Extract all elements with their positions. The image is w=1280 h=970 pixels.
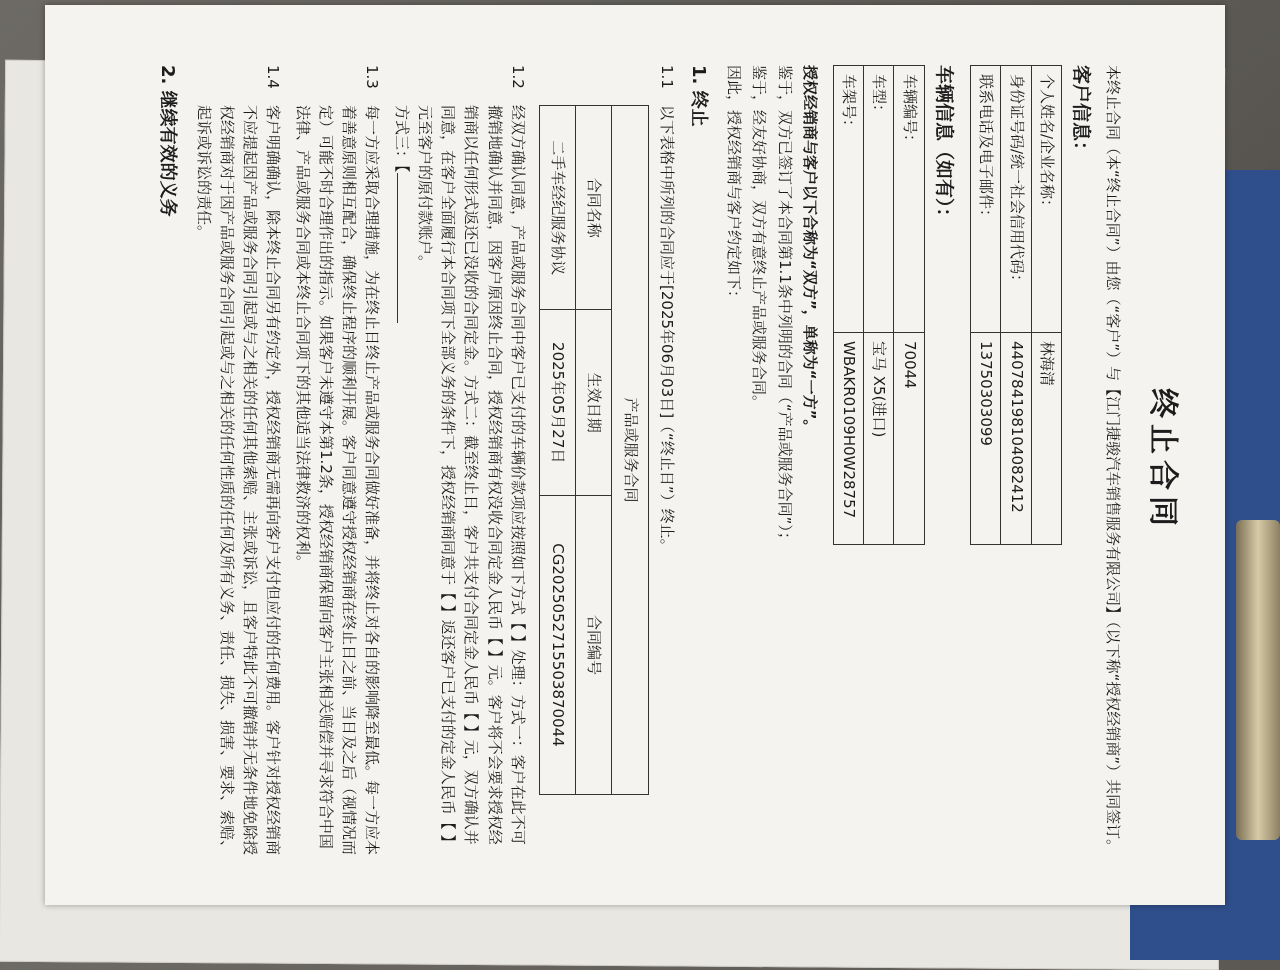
contract-group-header: 产品或服务合同 bbox=[612, 106, 648, 795]
clause-1-2 bbox=[389, 65, 529, 855]
clause-text: 客户明确确认，除本终止合同另有约定外，授权经销商无需再向客户支付但应付的任何费用。客户针对授权经销商不应提起因产品或服务合同引起或与之相关的任何其他索赔、主张或诉讼，且客户特此不可撤销并无条件地免除授权经销商对于因产品或服务合同引起或与之相关的任何性质的任何及所有义务、责任、损失、损害、要求、索赔、起诉或诉讼的责任。 bbox=[194, 105, 283, 856]
clause-1-1 bbox=[655, 65, 678, 855]
clause-1-3 bbox=[290, 65, 383, 855]
customer-id-label: 身份证号码/统一社会信用代码： bbox=[1001, 66, 1031, 333]
contract-header-name: 合同名称 bbox=[576, 106, 612, 310]
vehicle-number-value: 70044 bbox=[894, 333, 924, 545]
vehicle-table bbox=[833, 65, 925, 545]
section-1-heading: 1. 终止 bbox=[687, 65, 709, 127]
vehicle-vin-value: WBAKR0109H0W28757 bbox=[833, 333, 863, 545]
recital-therefore: 因此，授权经销商与客户约定如下： bbox=[725, 65, 744, 306]
table-row bbox=[612, 106, 648, 795]
table-row bbox=[1001, 66, 1031, 545]
blank-line bbox=[397, 173, 412, 323]
customer-name-label: 个人姓名/企业名称： bbox=[1031, 66, 1061, 333]
document-content bbox=[150, 65, 1185, 855]
recital-whereas-1: 鉴于，双方已签订了本合同第1.1条中列明的合同（“产品或服务合同”）； bbox=[775, 65, 794, 547]
table-row bbox=[833, 66, 863, 545]
clause-1-4 bbox=[191, 65, 284, 855]
table-row bbox=[576, 106, 612, 795]
contract-number: CG20250527155038​70044 bbox=[539, 496, 575, 795]
document-page bbox=[45, 5, 1225, 905]
customer-table bbox=[970, 65, 1062, 545]
contract-date: 2025年05月27日 bbox=[539, 310, 575, 496]
recital-parties: 授权经销商与客户以下合称为“双方”，单称为“一方”。 bbox=[800, 65, 819, 435]
binder-clip bbox=[1236, 520, 1280, 840]
document-title: 终止合同 bbox=[1145, 388, 1180, 532]
clause-number: 1.4 bbox=[264, 65, 283, 89]
clause-way-3: 方式三：【 bbox=[392, 105, 411, 173]
table-row bbox=[971, 66, 1001, 545]
clause-number: 1.1 bbox=[657, 65, 676, 89]
clause-number: 1.3 bbox=[363, 65, 382, 89]
table-row bbox=[1031, 66, 1061, 545]
contract-header-number: 合同编号 bbox=[576, 496, 612, 795]
clause-number: 1.2 bbox=[508, 65, 527, 89]
table-row bbox=[894, 66, 924, 545]
recital-whereas-2: 鉴于，经友好协商，双方有意终止产品或服务合同。 bbox=[750, 65, 769, 411]
customer-contact-label: 联系电话及电子邮件： bbox=[971, 66, 1001, 333]
contract-name: 二手车经纪服务协议 bbox=[539, 106, 575, 310]
vehicle-number-label: 车辆编号： bbox=[894, 66, 924, 333]
contract-header-date: 生效日期 bbox=[576, 310, 612, 496]
vehicle-heading: 车辆信息（如有）： bbox=[933, 65, 956, 227]
customer-id-value: 440784198104082412 bbox=[1001, 333, 1031, 545]
customer-heading: 客户信息： bbox=[1070, 65, 1093, 161]
vehicle-model-value: 宝马 X5(进口) bbox=[864, 333, 894, 545]
section-2-heading: 2. 继续有效的义务 bbox=[157, 65, 179, 217]
vehicle-vin-label: 车架号： bbox=[833, 66, 863, 333]
clause-text: 经双方确认同意，产品或服务合同中客户已支付的车辆价款项应按照如下方式【 】处理：方式一：客户在此不可撤销地确认并同意，因客户原因终止合同，授权经销商有权没收合同定金人民币【 】元。客户将不会要求授权经销商以任何形式返还已没收的合同定金。方式二：截至终止日，客户共支付合同定金人民币【 】元，双方确认并同意，在客户全面履行本合同项下全部义务的条件下，授权经销商同意于【 】返还客户已支付的定金人民币【 】元至客户的原付款账户。 bbox=[415, 105, 527, 850]
intro-paragraph: 本终止合同（本“终止合同”）由您（“客户”）与【江门捷骏汽车销售服务有限公司】（以下称“授权经销商”）共同签订。 bbox=[1104, 65, 1123, 855]
clause-text: 每一方应采取合理措施，为在终止日终止产品或服务合同做好准备，并将终止对各自的影响降至最低。每一方应本着善意原则相互配合，确保终止程序的顺利开展。客户同意遵守授权经销商在终止日之前、当日及之后（视情况而定）可能不时合理作出的指示。如果客户未遵守本第1.2条，授权经销商保留向客户主张相关赔偿并寻求符合中国法律、产品或服务合同或本终止合同项下的其他适当法律救济的权利。 bbox=[293, 105, 382, 856]
table-row bbox=[539, 106, 575, 795]
customer-contact-value: 13750303099 bbox=[971, 333, 1001, 545]
clause-text: 以下表格中所列的合同应于[2025年06月03日]（“终止日”）终止。 bbox=[657, 105, 676, 554]
contract-table bbox=[539, 105, 649, 795]
table-row bbox=[864, 66, 894, 545]
customer-name-value: 林海清 bbox=[1031, 333, 1061, 545]
vehicle-model-label: 车型： bbox=[864, 66, 894, 333]
